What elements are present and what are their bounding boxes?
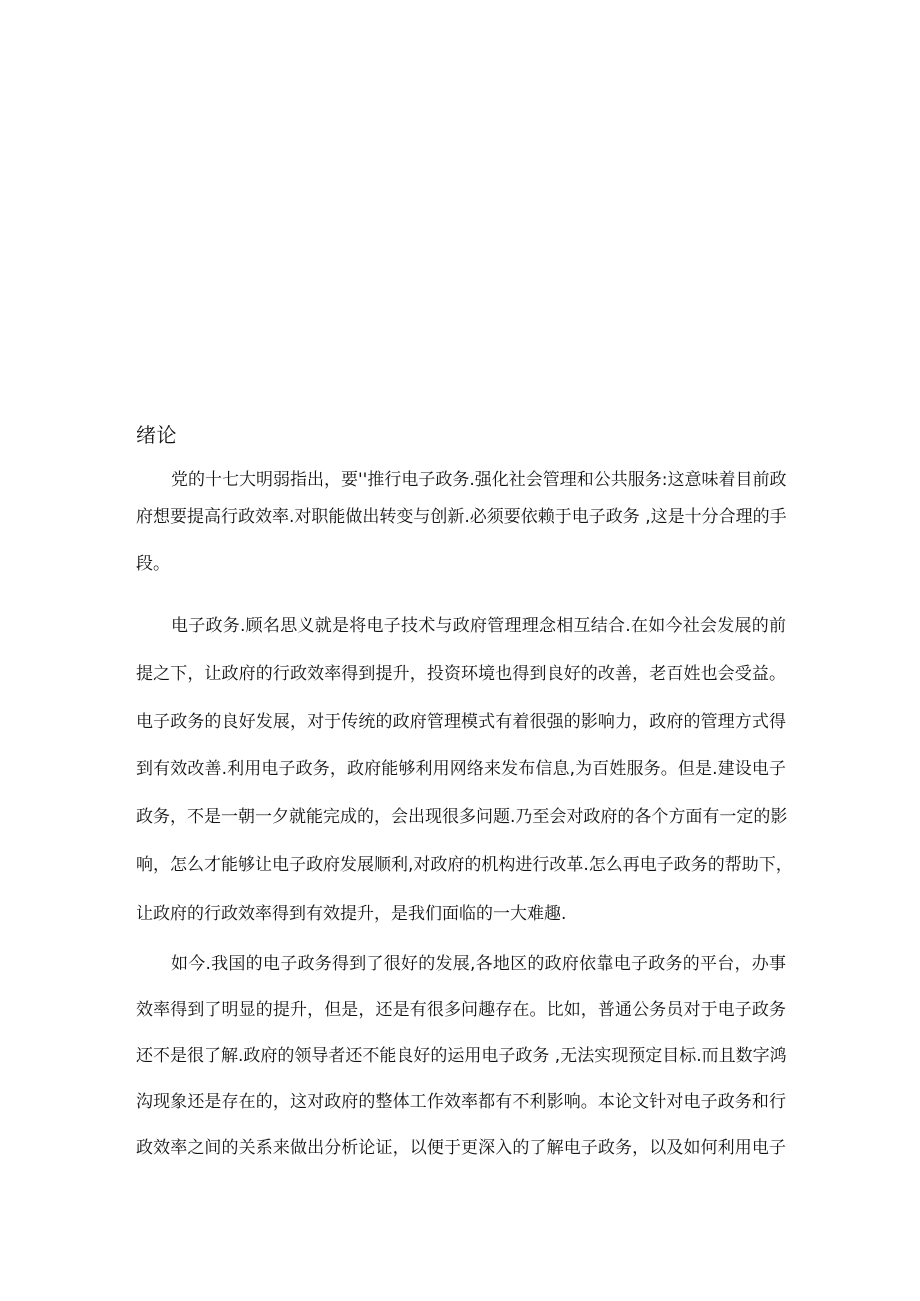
paragraph-line: 府想要提高行政效率.对职能做出转变与创新.必须要依赖于电子政务 ,这是十分合理的手: [136, 507, 787, 527]
paragraph-line: 电子政务的良好发展，对于传统的政府管理模式有着很强的影响力，政府的管理方式得: [136, 712, 786, 732]
paragraph-line: 电子政务.顾名思义就是将电子技术与政府管理理念相互结合.在如今社会发展的前: [171, 616, 786, 636]
paragraph-line: 让政府的行政效率得到有效提升，是我们面临的一大难趣.: [136, 904, 567, 924]
paragraph-line: 党的十七大明弱指出，要''推行电子政务.强化社会管理和公共服务:这意味着目前政: [171, 470, 787, 490]
paragraph-line: 到有效改善.利用电子政务，政府能够利用网络来发布信息,为百姓服务。但是.建设电子: [136, 759, 786, 779]
paragraph-line: 政效率之间的关系来做出分析论证，以便于更深入的了解电子政务，以及如何利用电子: [136, 1138, 786, 1158]
paragraph-line: 如今.我国的电子政务得到了很好的发展,各地区的政府依靠电子政务的平台，办事: [171, 954, 786, 974]
section-heading: 绪论: [136, 423, 177, 447]
paragraph-line: 段。: [136, 554, 170, 574]
paragraph-line: 沟现象还是存在的，这对政府的整体工作效率都有不利影响。本论文针对电子政务和行: [136, 1092, 786, 1112]
paragraph-line: 还不是很了解.政府的领导者还不能良好的运用电子政务 ,无法实现预定目标.而且数字鸿: [136, 1046, 787, 1066]
paragraph-line: 效率得到了明显的提升，但是，还是有很多问趣存在。比如，普通公务员对于电子政务: [136, 1000, 786, 1020]
paragraph-line: 政务，不是一朝一夕就能完成的，会出现很多问题.乃至会对政府的各个方面有一定的影: [136, 807, 788, 827]
paragraph-line: 提之下，让政府的行政效率得到提升，投资环境也得到良好的改善，老百姓也会受益。: [136, 664, 786, 684]
paragraph-line: 响，怎么才能够让电子政府发展顺利,对政府的机构进行改革.怎么再电子政务的帮助下，: [136, 855, 793, 875]
